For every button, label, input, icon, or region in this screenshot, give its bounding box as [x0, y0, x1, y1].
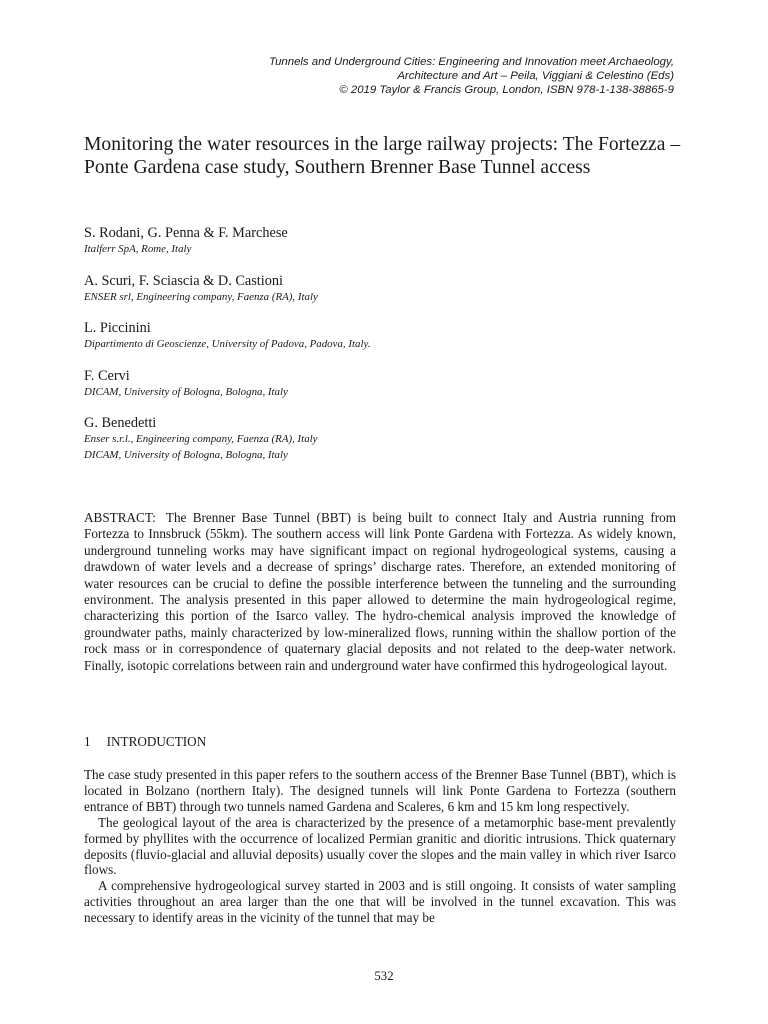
author-group: [84, 367, 684, 401]
header-line: Architecture and Art – Peila, Viggiani & Celestino (Eds): [397, 70, 674, 82]
running-header: [114, 55, 674, 97]
author-affiliation: DICAM, University of Bologna, Bologna, Italy: [84, 385, 288, 398]
paper-title: Monitoring the water resources in the large railway projects: The Fortezza – Ponte Gardena case study, Southern Brenner Base Tunnel access: [84, 134, 681, 178]
author-affiliation: DICAM, University of Bologna, Bologna, Italy: [84, 448, 288, 461]
author-names: A. Scuri, F. Sciascia & D. Castioni: [84, 272, 283, 289]
abstract-text: The Brenner Base Tunnel (BBT) is being built to connect Italy and Austria running from Fortezza to Innsbruck (55km). The southern access will link Ponte Gardena with Fortezza. As widely known, underground tunneling works may have significant impact on regional hydrogeological systems, causing a drawdown of water levels and a decrease of springs’ discharge rates. Therefore, an extended monitoring of water resources can be crucial to define the possible interference between the tunneling and the surrounding environment. The analysis presented in this paper allowed to determine the main hydrogeological regime, characterizing this portion of the Isarco valley. The hydro-chemical analysis improved the knowledge of groundwater paths, mainly characterized by low-mineralized flows, running within the shallow portion of the rock mass or in correspondence of quaternary glacial deposits and not related to the deep-water network. Finally, isotopic correlations between rain and underground water have confirmed this hydrogeological layout.: [84, 510, 676, 673]
author-group: [84, 414, 684, 463]
author-group: [84, 319, 684, 353]
abstract: [84, 510, 676, 674]
author-affiliation: Enser s.r.l., Engineering company, Faenza (RA), Italy: [84, 433, 318, 446]
section-heading: [84, 734, 206, 750]
author-affiliation: Dipartimento di Geoscienze, University of Padova, Padova, Italy.: [84, 338, 371, 351]
author-names: F. Cervi: [84, 367, 130, 384]
body-paragraph: A comprehensive hydrogeological survey started in 2003 and is still ongoing. It consists of water sampling activities throughout an area larger than the one that will be involved in the tunnel excavation. This was necessary to identify areas in the vicinity of the tunnel that may be: [84, 878, 676, 926]
body-paragraph: The geological layout of the area is characterized by the presence of a metamorphic base-ment prevalently formed by phyllites with the occurrence of localized Permian granitic and dioritic intrusions. Thick quaternary deposits (fluvio-glacial and alluvial deposits) usually cover the slopes and the main valley in which river Isarco flows.: [84, 814, 676, 878]
author-names: S. Rodani, G. Penna & F. Marchese: [84, 225, 288, 241]
author-names: L. Piccinini: [84, 320, 151, 337]
section-body: [84, 767, 676, 926]
author-affiliation: Italferr SpA, Rome, Italy: [84, 243, 192, 255]
header-line: © 2019 Taylor & Francis Group, London, ISBN 978-1-138-38865-9: [339, 84, 674, 96]
header-line: Tunnels and Underground Cities: Engineering and Innovation meet Archaeology,: [268, 56, 674, 68]
section-number: 1: [84, 734, 91, 749]
abstract-label: ABSTRACT:: [84, 510, 156, 525]
author-list: [84, 224, 684, 478]
section-title: INTRODUCTION: [106, 734, 207, 749]
body-paragraph: The case study presented in this paper refers to the southern access of the Brenner Base Tunnel (BBT), which is located in Bolzano (northern Italy). The designed tunnels will link Ponte Gardena to Fortezza (southern entrance of BBT) through two tunnels named Gardena and Scaleres, 6 km and 15 km long respectively.: [84, 767, 676, 814]
author-group: [84, 272, 684, 306]
author-affiliation: ENSER srl, Engineering company, Faenza (RA), Italy: [84, 290, 318, 303]
author-group: [84, 224, 684, 258]
page-number: 532: [374, 969, 394, 983]
author-names: G. Benedetti: [84, 415, 157, 432]
